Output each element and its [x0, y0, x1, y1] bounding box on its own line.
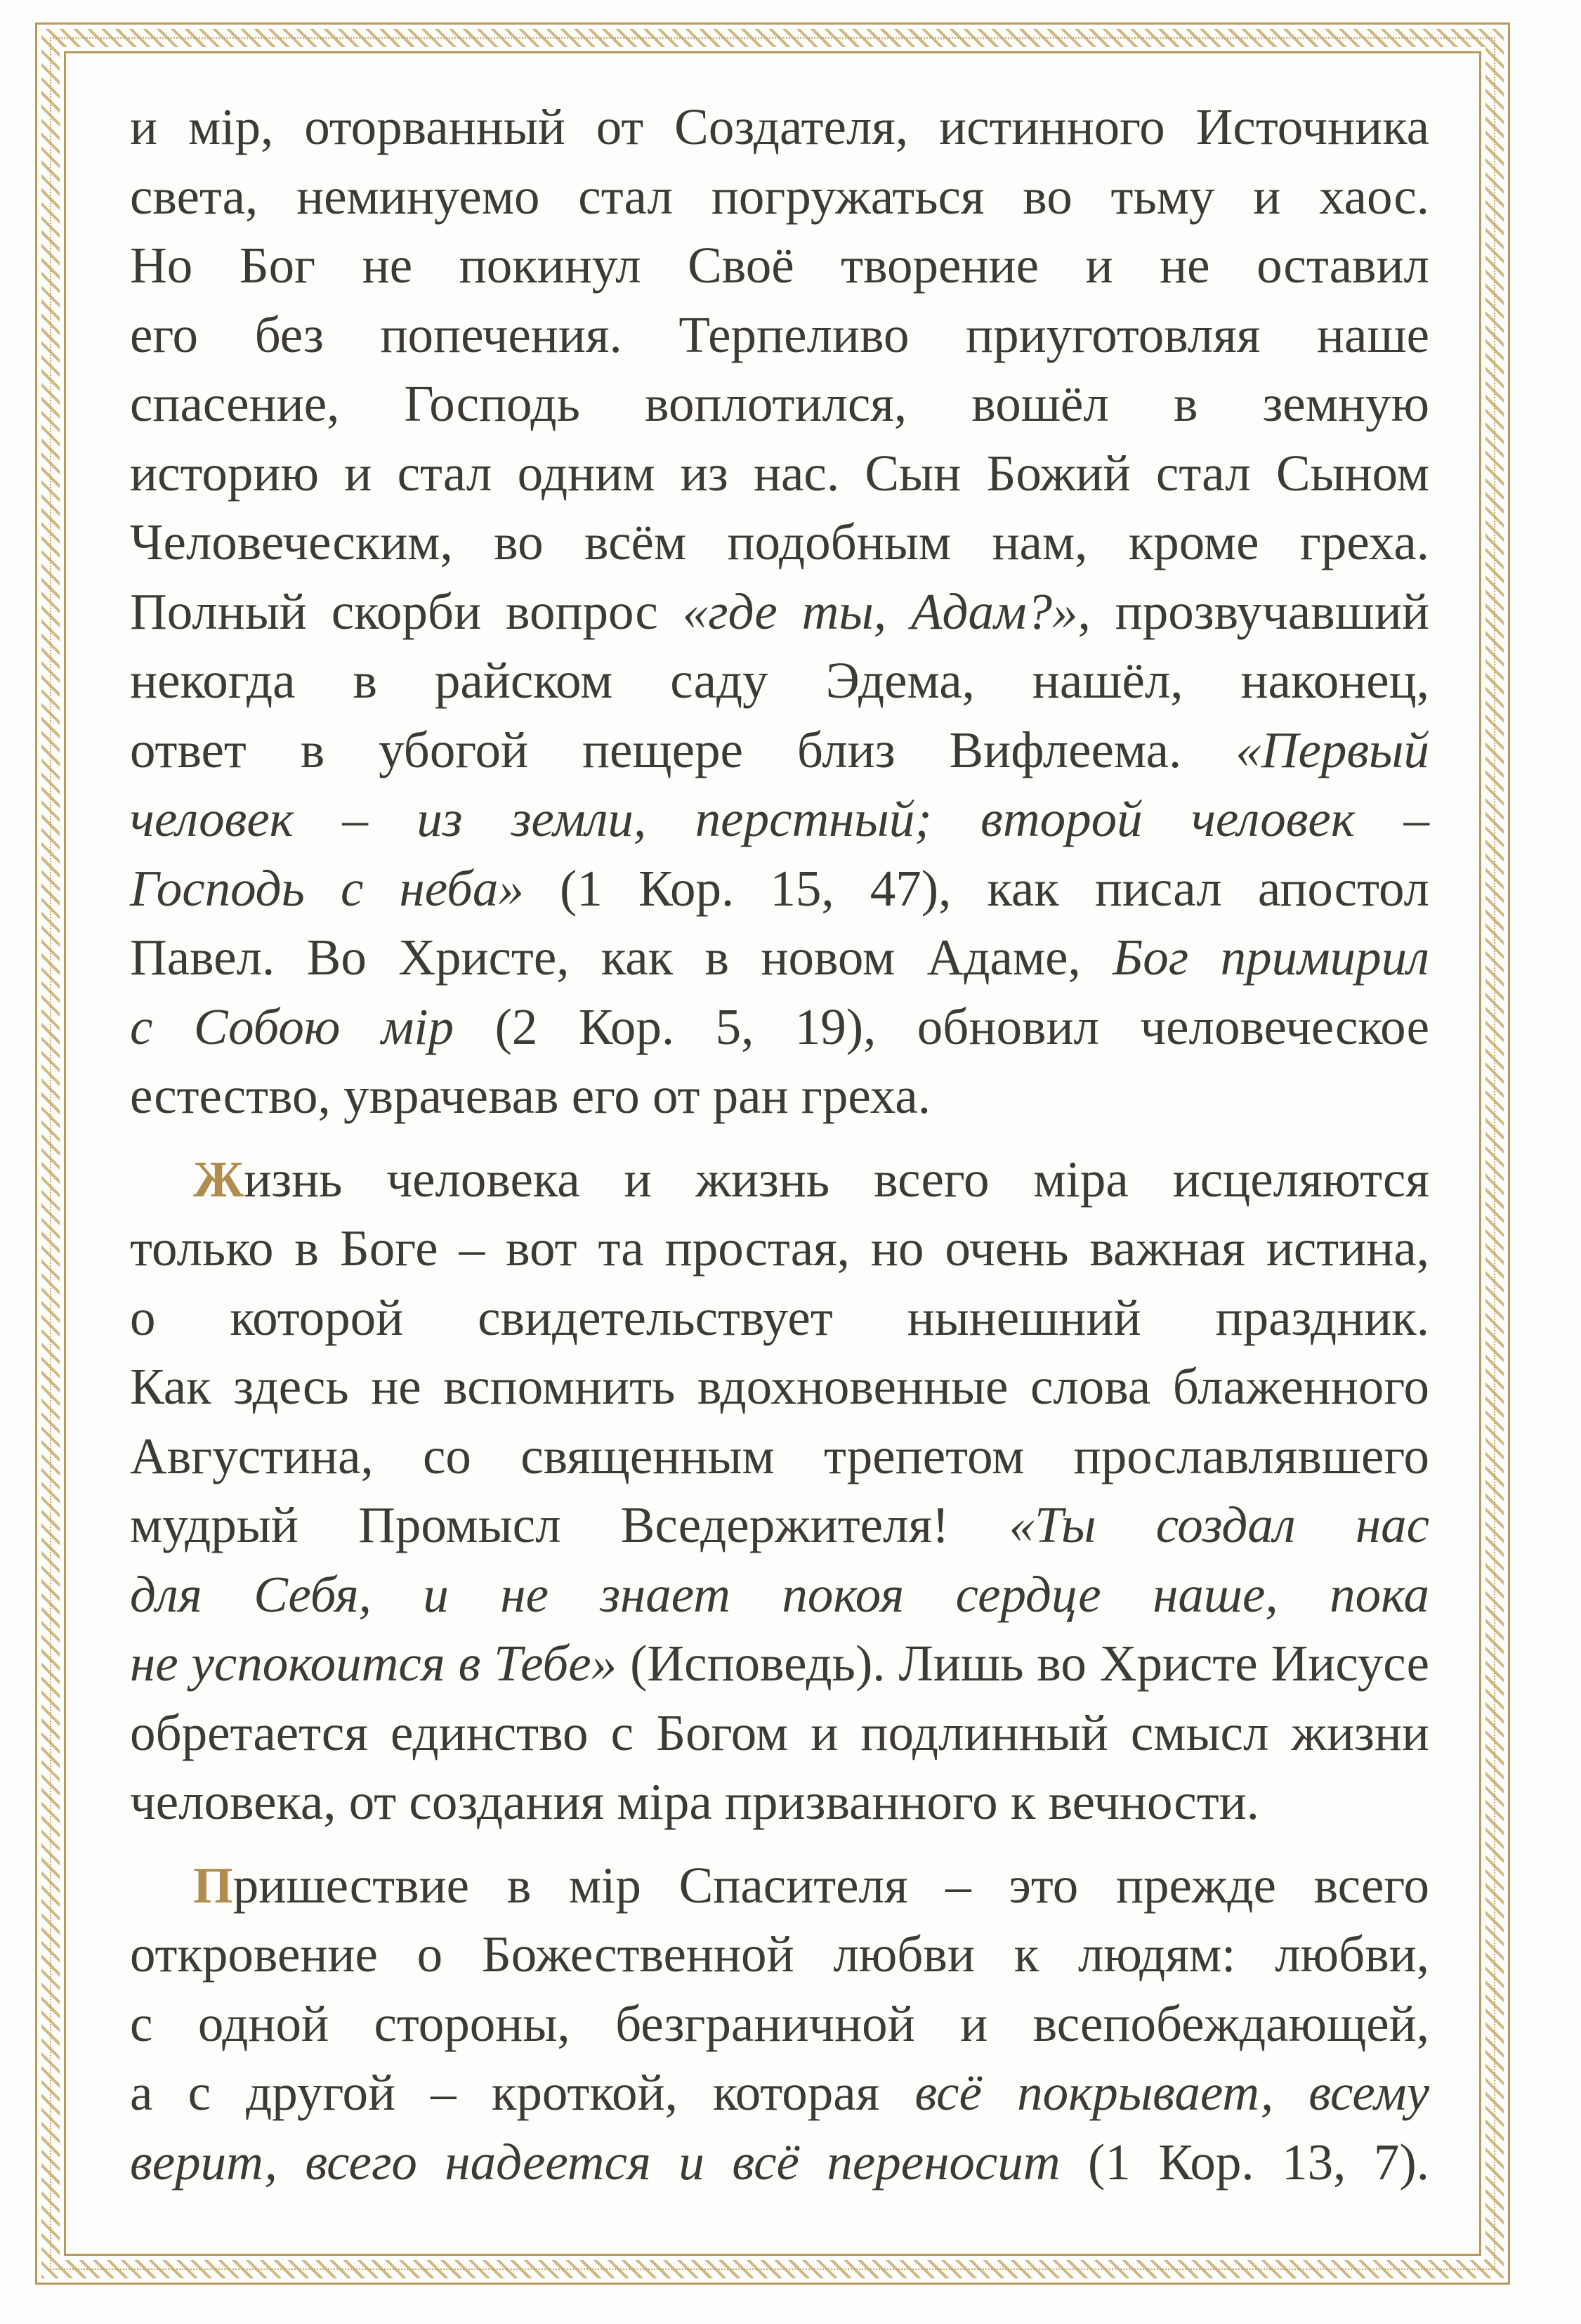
- text-run: Полный скорби вопрос: [130, 582, 683, 640]
- text-line: [130, 785, 1429, 854]
- text-line: о которой свидетельствует нынешний праздник.: [130, 1288, 1429, 1346]
- paragraph-gap: [130, 1131, 1429, 1145]
- paragraph-2: [130, 1145, 1429, 1837]
- text-line: откровение о Божественной любви к людям: любви,: [130, 1926, 1429, 1983]
- quote-italic: с Собою мiр: [130, 998, 454, 1055]
- text-line: человека, от создания мiра призванного к вечности.: [130, 1773, 1259, 1830]
- text-line: [130, 2128, 1429, 2198]
- text-line: [130, 577, 1429, 647]
- text-line: [130, 1145, 1429, 1215]
- text-line: Человеческим, во всём подобным нам, кроме греха.: [130, 514, 1429, 570]
- text-line: только в Боге – вот та простая, но очень важная истина,: [130, 1220, 1429, 1277]
- text-line: обретается единство с Богом и подлинный смысл жизни: [130, 1704, 1429, 1761]
- text-line: [130, 1851, 1429, 1921]
- text-line: его без попечения. Терпеливо приуготовляя наше: [130, 306, 1429, 363]
- quote-italic: Бог примирил: [1113, 929, 1429, 986]
- text-line: историю и стал одним из нас. Сын Божий стал Сыном: [130, 444, 1429, 502]
- text-run: а с другой – кроткой, которая: [130, 2064, 915, 2121]
- text-run: мудрый Промысл Вседержителя!: [130, 1496, 1009, 1553]
- text-line: [130, 1629, 1429, 1699]
- drop-cap: Ж: [193, 1150, 244, 1208]
- quote-italic: всё покрывает, всему: [914, 2064, 1429, 2121]
- text-line: [130, 2058, 1429, 2128]
- quote-italic: верит, всего надеется и всё переносит: [130, 2133, 1061, 2191]
- text-run: (1 Кор. 13, 7).: [1060, 2133, 1429, 2191]
- text-line: и мiр, оторванный от Создателя, истинного Источника: [130, 98, 1429, 155]
- paragraph-gap: [130, 1837, 1429, 1851]
- quote-italic: не успокоится в Тебе»: [130, 1635, 617, 1692]
- quote-italic: Господь с неба»: [130, 859, 524, 917]
- page-text: [130, 93, 1429, 2197]
- quote-italic: для Себя, и не знает покоя сердце наше, пока: [130, 1565, 1429, 1623]
- text-line: [130, 923, 1429, 993]
- text-run: Павел. Во Христе, как в новом Адаме,: [130, 929, 1113, 986]
- paragraph-3: [130, 1851, 1429, 2198]
- text-line: некогда в райском саду Эдема, нашёл, наконец,: [130, 652, 1429, 709]
- text-line: света, неминуемо стал погружаться во тьму и хаос.: [130, 167, 1429, 225]
- text-line: [130, 1560, 1429, 1630]
- text-line: с одной стороны, безграничной и всепобеждающей,: [130, 1995, 1429, 2052]
- text-line: Августина, со священным трепетом прославлявшего: [130, 1427, 1429, 1484]
- quote-italic: человек – из земли, перстный; второй человек –: [130, 790, 1429, 847]
- text-run: ответ в убогой пещере близ Вифлеема.: [130, 721, 1236, 778]
- text-line: [130, 1491, 1429, 1560]
- text-line: Как здесь не вспомнить вдохновенные слова блаженного: [130, 1358, 1429, 1415]
- text-run: (1 Кор. 15, 47), как писал апостол: [523, 859, 1429, 917]
- paragraph-1: [130, 93, 1429, 1131]
- drop-cap: П: [193, 1856, 233, 1914]
- text-run: , прозвучавший: [1077, 582, 1429, 640]
- text-run: ришествие в мiр Спасителя – это прежде всего: [232, 1856, 1429, 1914]
- text-run: (2 Кор. 5, 19), обновил человеческое: [454, 998, 1429, 1055]
- text-run: (Исповедь). Лишь во Христе Иисусе: [617, 1635, 1430, 1692]
- text-line: [130, 716, 1429, 785]
- quote-italic: «где ты, Адам?»: [682, 582, 1078, 640]
- text-run: изнь человека и жизнь всего мiра исцеляются: [244, 1150, 1429, 1208]
- quote-italic: «Первый: [1235, 721, 1429, 778]
- text-line: [130, 854, 1429, 924]
- text-line: естество, уврачевав его от ран греха.: [130, 1067, 931, 1124]
- text-line: спасение, Господь воплотился, вошёл в земную: [130, 375, 1429, 432]
- text-line: Но Бог не покинул Своё творение и не оставил: [130, 237, 1429, 294]
- quote-italic: «Ты создал нас: [1009, 1496, 1429, 1553]
- text-line: [130, 993, 1429, 1062]
